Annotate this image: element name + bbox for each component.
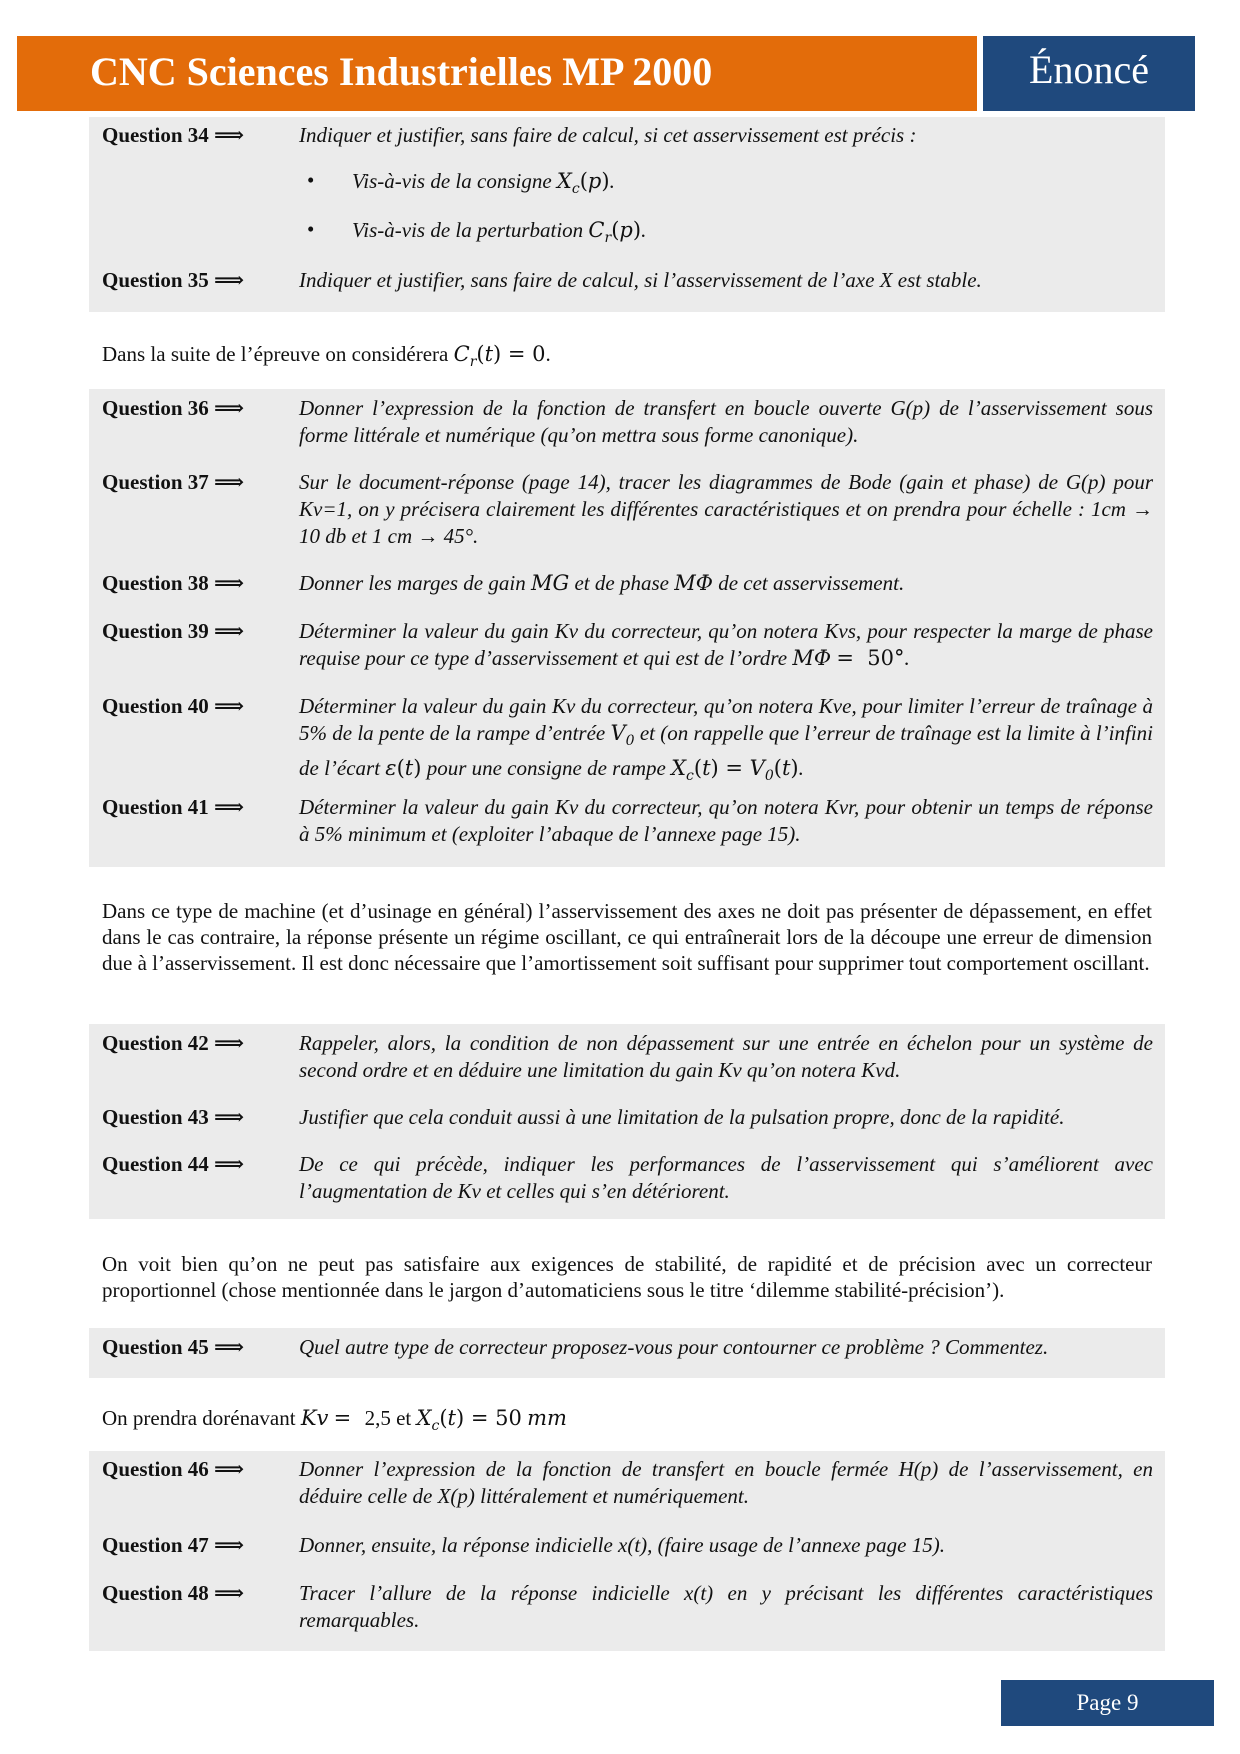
bullet-text: Vis-à-vis de la perturbation [352,218,584,242]
question-text: Déterminer la valeur du gain Kv du correcteur, qu’on notera Kvs, pour respecter la marge de phase requise pour ce type d’asservissement et qui est de l’ordre MΦ = 50°. [299,619,1153,670]
question-label: Question 35 ⟹ [102,268,245,292]
question-label: Question 34 ⟹ [102,123,245,147]
question-label: Question 39 ⟹ [102,619,245,643]
paragraph: On voit bien qu’on ne peut pas satisfaire aux exigences de stabilité, de rapidité et de précision avec un correcteur proportionnel (chose mentionnée dans le jargon d’automaticiens sous le titre ‘dilemme stabilité-précision’). [102,1252,1152,1302]
header-label: Énoncé [1029,47,1149,92]
question-label: Question 48 ⟹ [102,1581,245,1605]
question-label: Question 45 ⟹ [102,1335,245,1359]
question-label: Question 38 ⟹ [102,571,245,595]
question-label: Question 44 ⟹ [102,1152,245,1176]
bullet-icon: • [307,217,315,241]
paragraph: Dans ce type de machine (et d’usinage en général) l’asservissement des axes ne doit pas présenter de dépassement, en effet dans le cas contraire, la réponse présente un régime oscillant, ce qui entraînerait lors de la découpe une erreur de dimension due à l’asservissement. Il est donc nécessaire que l’amortissement soit suffisant pour supprimer tout comportement oscillant. [102,899,1152,975]
question-label: Question 43 ⟹ [102,1105,245,1129]
question-text: Indiquer et justifier, sans faire de calcul, si l’asservissement de l’axe X est stable. [299,268,982,292]
question-text: Déterminer la valeur du gain Kv du correcteur, qu’on notera Kve, pour limiter l’erreur de traînage à 5% de la pente de la rampe d’entrée $V_0$ et (on rappelle que l’erreur de traînage est la limite à l’infini de l’écart ε(t) pour une consigne de rampe $X_c(t) = V_0(t)$. [299,694,1154,785]
document-title: CNC Sciences Industrielles MP 2000 [90,49,713,94]
question-label: Question 47 ⟹ [102,1533,245,1557]
question-text: Quel autre type de correcteur proposez-vous pour contourner ce problème ? Commentez. [299,1335,1049,1359]
question-text: Déterminer la valeur du gain Kv du correcteur, qu’on notera Kvr, pour obtenir un temps de réponse à 5% minimum et (exploiter l’abaque de l’annexe page 15). [299,795,1153,846]
question-text: Tracer l’allure de la réponse indicielle x(t) en y précisant les différentes caractéristiques remarquables. [299,1581,1153,1632]
question-block [89,1451,1165,1651]
question-text: De ce qui précède, indiquer les performances de l’asservissement qui s’améliorent avec l’augmentation de Kv et celles qui s’en détériorent. [299,1152,1153,1203]
header-label-box [983,36,1195,111]
bullet-icon: • [307,168,315,192]
question-label: Question 41 ⟹ [102,795,245,819]
question-label: Question 42 ⟹ [102,1031,245,1055]
page-number: Page 9 [1076,1690,1139,1715]
question-label: Question 36 ⟹ [102,396,245,420]
question-block [89,1328,1165,1378]
question-text: Donner l’expression de la fonction de transfert en boucle ouverte G(p) de l’asservissement sous forme littérale et numérique (qu’on mettra sous forme canonique). [299,396,1153,447]
question-label: Question 37 ⟹ [102,470,245,494]
paragraph: Dans la suite de l’épreuve on considérera $C_r(t) = 0$. [102,342,551,371]
question-text: Rappeler, alors, la condition de non dépassement sur une entrée en échelon pour un système de second ordre et en déduire une limitation du gain Kv qu’on notera Kvd. [299,1031,1153,1082]
bullet-text: Vis-à-vis de la consigne [352,169,552,193]
question-text: Donner, ensuite, la réponse indicielle x(t), (faire usage de l’annexe page 15). [299,1533,945,1557]
question-block [89,389,1165,867]
question-label: Question 40 ⟹ [102,694,245,718]
question-text: Sur le document-réponse (page 14), tracer les diagrammes de Bode (gain et phase) de G(p) pour Kv=1, on y précisera clairement les différentes caractéristiques et on prendra pour échelle : 1cm → 10 db et 1 cm → 45°. [299,470,1153,548]
question-block: Question 34 ⟹ Indiquer et justifier, sans faire de calcul, si cet asservissement est précis : • Vis-à-vis de la consigne $X_c(p)$. • Vis-à-vis de la perturbation $C_r(p)$. Question 35 ⟹ Indiquer et justifier, sans faire de calcul, si l’asservissement de l’axe X est stable. [89,117,1165,312]
question-label: Question 46 ⟹ [102,1457,245,1481]
question-text: Donner les marges de gain MG et de phase MΦ de cet asservissement. [299,571,905,595]
question-text: Justifier que cela conduit aussi à une limitation de la pulsation propre, donc de la rapidité. [299,1105,1065,1129]
question-block [89,1024,1165,1219]
page-number-box [1001,1680,1214,1726]
question-text: Indiquer et justifier, sans faire de calcul, si cet asservissement est précis : [299,123,917,147]
question-text: Donner l’expression de la fonction de transfert en boucle fermée H(p) de l’asservissement, en déduire celle de X(p) littéralement et numériquement. [299,1457,1153,1508]
paragraph: On prendra dorénavant Kv = 2,5 et $X_c(t) = 50$ mm [102,1406,567,1435]
